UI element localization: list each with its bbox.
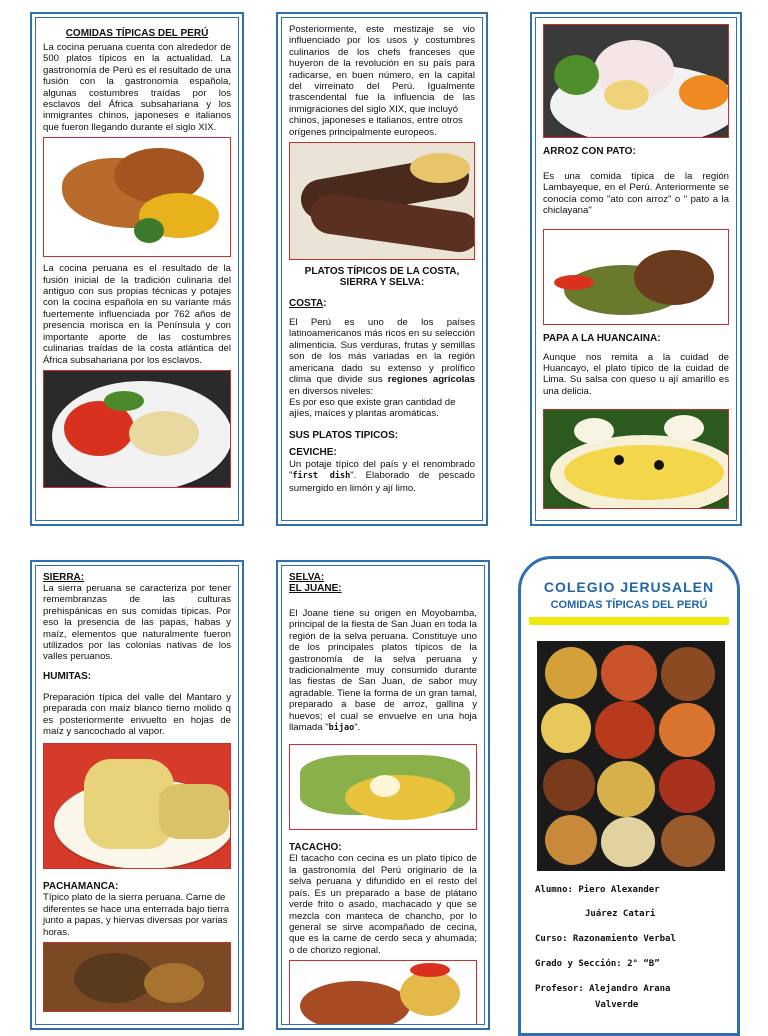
- panel-dishes: [530, 12, 742, 526]
- ceviche-text: Un potaje típico del país y el renombrado ": [289, 458, 475, 482]
- tacacho-text: El tacacho con cecina es un plato típico de la gastronomía del Perú originario de la selva peruana y difundido en el resto del país. Es un preparado a base de plátano verde frito o asado, machacado y que se mezcla con manteca de chancho, por lo general se sirve acompañado de cecina, que es la carne de cerdo seca y ahumada; o de chorizo regional.: [289, 853, 477, 956]
- panel-sierra: [30, 560, 244, 1030]
- student-surname: Juárez Catari: [585, 909, 656, 919]
- coast-heading: PLATOS TÍPICOS DE LA COSTA, SIERRA Y SELVA:: [304, 266, 460, 289]
- juane-text-2: ".: [354, 722, 361, 734]
- panel-intro: [30, 12, 244, 526]
- yellow-divider: [529, 617, 729, 625]
- ceviche-text-2: ". Elaborado de pescado sumergido en limón y ají limo.: [289, 470, 475, 494]
- pachamanca-photo: [43, 942, 231, 1012]
- costa-label: COSTA: [289, 298, 324, 310]
- panel-selva: [276, 560, 490, 1030]
- humitas-photo: [43, 743, 231, 869]
- fried-chicken-photo: [43, 137, 231, 257]
- juane-photo: [289, 744, 477, 830]
- arroz-con-pato-photo: [543, 229, 729, 325]
- humitas-label: HUMITAS:: [43, 670, 92, 682]
- costa-text-2: en diversos niveles:: [289, 385, 374, 397]
- papa-label: PAPA A LA HUANCAINA:: [543, 332, 661, 344]
- ceviche-photo: [543, 24, 729, 138]
- costa-bold: regiones agrícolas: [387, 374, 475, 386]
- teacher-surname: Valverde: [595, 1000, 639, 1010]
- papa-huancaina-photo: [543, 409, 729, 509]
- history-paragraph: Posteriormente, este mestizaje se vio influenciado por los usos y costumbres culinarios de los chefs franceses que huyeron de la revolución en su país para radicarse, en buen número, en la capital del virreinato del Perú. Igualmente trascendental fue la influencia de las inmigraciones del siglo XIX, que incluyó: [289, 24, 475, 115]
- sierra-label: SIERRA:: [43, 572, 85, 583]
- anticuchos-photo: [289, 142, 475, 260]
- typical-dishes-heading: SUS PLATOS TIPICOS:: [289, 429, 399, 441]
- juane-text: El Joane tiene su origen en Moyobamba, principal de la fiesta de San Juan en toda la región de la selva peruana. Constituye uno de los principales platos típicos de la gastronomía de la selva peruana y tradicionalmente muy consumido durante las fiestas de San Juan, de sabor muy agradable. Tiene la forma de un gran tamal, preparado a base de arroz, gallina y huevos; el cual se envuelve en una hoja llamada ": [289, 608, 477, 734]
- intro-paragraph-1: La cocina peruana cuenta con alrededor de 500 platos típicos en la actualidad. La gastronomía de Perú es el resultado de una fusión con la gastronomía española, algunas costumbres traídas por los esclavos del África subsahariana y los inmigrantes chinos, japoneses e italianos que fueron llegando durante el siglo XIX.: [43, 42, 231, 133]
- pachamanca-text: Típico plato de la sierra peruana. Carne de diferentes se hace una enterrada bajo tierra junto a papas, y hiervas diversas por varias horas.: [43, 892, 230, 938]
- juane-bold: bijao: [328, 723, 355, 734]
- sierra-text: La sierra peruana se caracteriza por tener remembranzas de las culturas prehispánicas en sus comidas típicas. Por eso la presencia de las papas, habas y maíz, elementos que naturalmente fueron utilizados por las colonias nativas de los valles peruanos.: [43, 583, 231, 663]
- stuffed-pepper-photo: [43, 370, 231, 488]
- teacher-name: Profesor: Alejandro Arana: [535, 984, 671, 994]
- cover-subtitle: COMIDAS TÍPICAS DEL PERÚ: [550, 599, 708, 611]
- tacacho-label: TACACHO:: [289, 842, 342, 854]
- juane-label: EL JUANE:: [289, 583, 342, 594]
- costa-text-3: Es por eso que existe gran cantidad de ajíes, maíces y plantas aromáticas.: [289, 396, 456, 420]
- intro-paragraph-2: La cocina peruana es el resultado de la fusión inicial de la tradición culinaria del antiguo con sus propias técnicas y potajes con la cocina española en su variante más fuertemente influenciada por 762 años de presencia morisca en la Península y con importante aporte de las costumbres culinarias traídas de la costa atlántica del África subsahariana por los esclavos.: [43, 263, 231, 366]
- tacacho-photo: [289, 960, 477, 1025]
- ceviche-label: CEVICHE:: [289, 446, 337, 458]
- humitas-text: Preparación típica del valle del Mantaro y preparada con maíz blanco tierno molido q es posteriormente envuelto en hojas de maíz y sancochado al vapor.: [43, 691, 231, 738]
- panel-history: Posteriormente, este mestizaje se vio influenciado por los usos y costumbres culinarios de los chefs franceses que huyeron de la revolución en su país para radicarse, en buen número, en la capital del virreinato del Perú. Igualmente trascendental fue la influencia de las inmigraciones del siglo XIX, que incluyó chinos, japoneses e italianos, entre otros orígenes principalmente europeos. PLATOS TÍPICOS DE LA COSTA, SIERRA Y SELVA: COSTA: El Perú es uno de los países latinoamericanos más ricos en su selección alimenticia. Sus verduras, frutas y semillas son de los más variadas en la región americana dado su extenso y prolífico clima que divide sus regiones agrícolas en diversos niveles: Es por eso que existe gran cantidad de ajíes, maíces y plantas aromáticas. SUS PLATOS TIPICOS: CEVICHE: Un potaje típico del país y el renombrado "first dish". Elaborado de pescado sumergido en limón y ají limo.: [276, 12, 488, 526]
- arroz-label: ARROZ CON PATO:: [543, 146, 636, 157]
- food-collage: [537, 641, 725, 871]
- panel-title: COMIDAS TÍPICAS DEL PERÚ: [65, 28, 209, 39]
- pachamanca-label: PACHAMANCA:: [43, 881, 119, 893]
- arroz-text: Es una comida típica de la región Lambayeque, en el Perú. Anteriormente se conocía como "ato con arroz" o " pato a la chiclayana": [543, 171, 729, 217]
- student-name: Alumno: Piero Alexander: [535, 885, 660, 895]
- history-paragraph-end: chinos, japoneses e italianos, entre otros orígenes principalmente europeos.: [289, 115, 463, 138]
- costa-text: El Perú es uno de los países latinoamericanos más ricos en su selección alimenticia. Sus verduras, frutas y semillas son de los más variadas en la región americana dado su extenso y prolífico clima que divide sus: [289, 317, 475, 386]
- cover-panel: [518, 556, 740, 1036]
- selva-label: SELVA:: [289, 572, 325, 583]
- grade-section: Grado y Sección: 2° “B”: [535, 959, 660, 969]
- papa-text: Aunque nos remita a la cuidad de Huancayo, el plato típico de la cuidad de Lima. Su salsa con queso u ají amarillo es una delicia.: [543, 351, 729, 397]
- school-name: COLEGIO JERUSALEN: [543, 579, 715, 595]
- course: Curso: Razonamiento Verbal: [535, 934, 676, 944]
- ceviche-bold: first dish: [292, 471, 351, 482]
